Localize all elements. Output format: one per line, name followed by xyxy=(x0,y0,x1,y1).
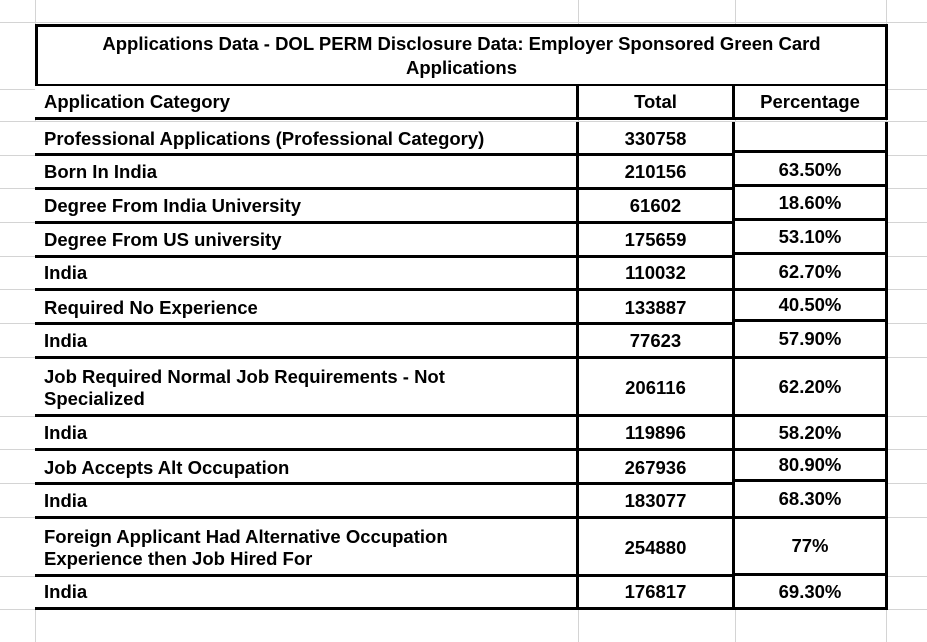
table-row-6-category[interactable]: India xyxy=(35,322,579,356)
row-group-no-experience xyxy=(35,291,888,359)
header-category[interactable]: Application Category xyxy=(35,86,579,117)
table-row-7-total[interactable]: 206116 xyxy=(579,359,735,417)
table-row-7-percentage[interactable]: 62.20% xyxy=(735,359,885,417)
table-row-3-total[interactable]: 175659 xyxy=(579,221,735,255)
table-row-10-total[interactable]: 183077 xyxy=(579,482,735,516)
table-row-12-category[interactable]: India xyxy=(35,574,579,607)
table-row-10-category[interactable]: India xyxy=(35,482,579,516)
table-row-11-category[interactable]: Foreign Applicant Had Alternative Occupation Experience then Job Hired For xyxy=(35,519,579,577)
table-row-9-percentage[interactable]: 80.90% xyxy=(735,451,885,482)
table-row-1-total[interactable]: 210156 xyxy=(579,153,735,187)
header-row xyxy=(35,86,888,120)
table-row-5-percentage[interactable]: 40.50% xyxy=(735,291,885,322)
table-row-8-total[interactable]: 119896 xyxy=(579,414,735,448)
table-row-4-total[interactable]: 110032 xyxy=(579,255,735,288)
table-row-6-total[interactable]: 77623 xyxy=(579,322,735,356)
table-row-7-category[interactable]: Job Required Normal Job Requirements - Not Specialized xyxy=(35,359,579,417)
row-group-professional xyxy=(35,122,888,291)
table-row-5-total[interactable]: 133887 xyxy=(579,291,735,325)
table-row-0-percentage[interactable] xyxy=(735,122,885,153)
table-row-1-category[interactable]: Born In India xyxy=(35,153,579,187)
table-row-11-percentage[interactable]: 77% xyxy=(735,519,885,576)
table-row-12-percentage[interactable]: 69.30% xyxy=(735,576,885,607)
row-group-alt-occupation xyxy=(35,451,888,519)
table-row-1-percentage[interactable]: 63.50% xyxy=(735,156,885,187)
table-row-10-percentage[interactable]: 68.30% xyxy=(735,482,885,516)
table-row-12-total[interactable]: 176817 xyxy=(579,574,735,607)
table-row-0-total[interactable]: 330758 xyxy=(579,122,735,156)
table-row-5-category[interactable]: Required No Experience xyxy=(35,291,579,325)
table-row-2-percentage[interactable]: 18.60% xyxy=(735,187,885,221)
table-row-3-percentage[interactable]: 53.10% xyxy=(735,221,885,255)
table-title-cell[interactable] xyxy=(35,24,888,87)
table-row-2-category[interactable]: Degree From India University xyxy=(35,187,579,221)
header-percentage[interactable]: Percentage xyxy=(735,86,885,117)
table-row-6-percentage[interactable]: 57.90% xyxy=(735,322,885,356)
table-row-4-percentage[interactable]: 62.70% xyxy=(735,255,885,288)
table-title: Applications Data - DOL PERM Disclosure Data: Employer Sponsored Green Card Applications xyxy=(102,32,821,78)
table-row-0-category[interactable]: Professional Applications (Professional Category) xyxy=(35,122,579,156)
table-row-9-category[interactable]: Job Accepts Alt Occupation xyxy=(35,451,579,485)
table-row-4-category[interactable]: India xyxy=(35,255,579,288)
header-total[interactable]: Total xyxy=(579,86,735,117)
table-row-8-percentage[interactable]: 58.20% xyxy=(735,417,885,448)
row-group-normal-requirements xyxy=(35,359,888,451)
table-row-3-category[interactable]: Degree From US university xyxy=(35,221,579,255)
table-row-8-category[interactable]: India xyxy=(35,414,579,448)
table-row-9-total[interactable]: 267936 xyxy=(579,451,735,485)
row-group-foreign-applicant xyxy=(35,519,888,610)
table-row-11-total[interactable]: 254880 xyxy=(579,519,735,577)
table-row-2-total[interactable]: 61602 xyxy=(579,187,735,221)
